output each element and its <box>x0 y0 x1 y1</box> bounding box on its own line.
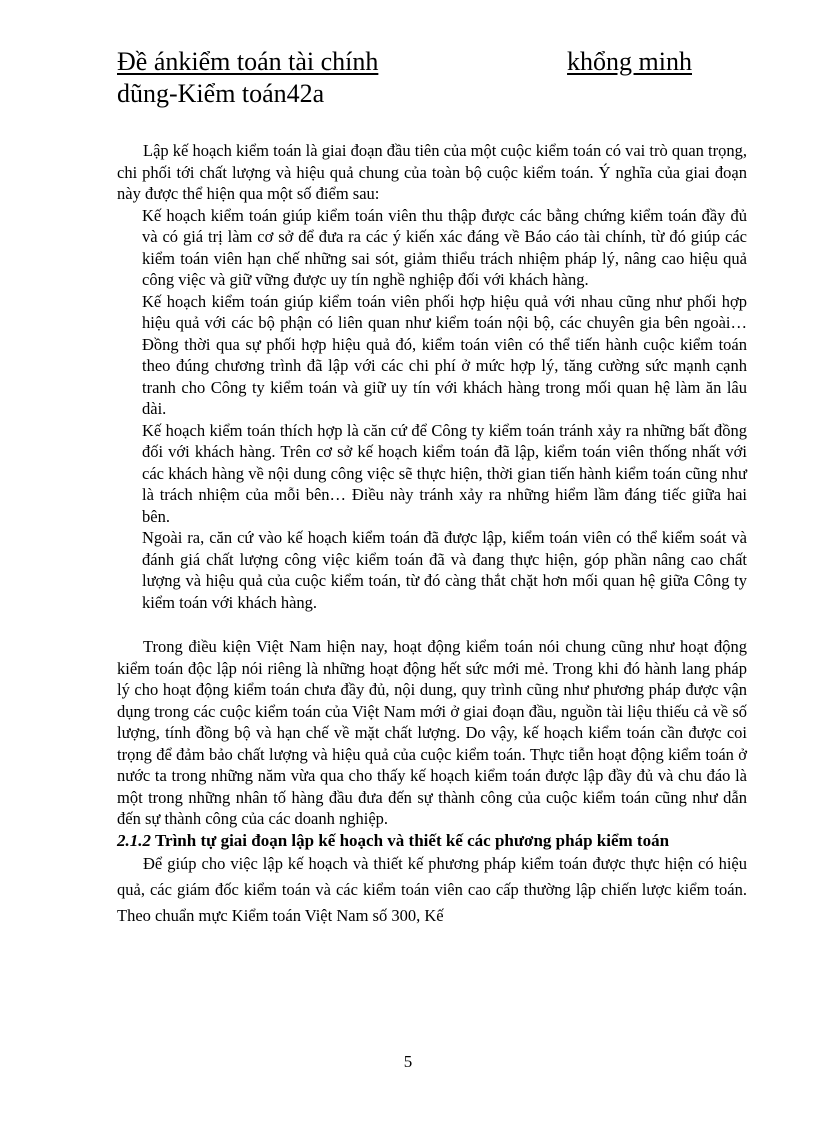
point-paragraph: Ngoài ra, căn cứ vào kế hoạch kiểm toán đã được lập, kiểm toán viên có thể kiểm soát và đánh giá chất lượng công việc kiểm toán đã và đang thực hiện, góp phần nâng cao chất lượng và hiệu quả của cuộc kiểm toán, từ đó càng thắt chặt hơn mối quan hệ giữa Công ty kiểm toán với khách hàng. <box>142 528 747 612</box>
header-title-left: Đề ánkiểm toán tài chính <box>117 47 379 76</box>
page-number: 5 <box>403 1052 413 1071</box>
section-number: 2.1.2 <box>117 830 151 850</box>
points-list <box>117 205 747 614</box>
point-paragraph: Kế hoạch kiểm toán thích hợp là căn cứ để Công ty kiểm toán tránh xảy ra những bất đồng đối với khách hàng. Trên cơ sở kế hoạch kiểm toán đã lập, kiểm toán viên thống nhất với các khách hàng về nội dung công việc sẽ thực hiện, thời gian tiến hành kiểm toán cũng như là trách nhiệm của mỗi bên… Điều này tránh xảy ra những hiểm lầm đáng tiếc giữa hai bên. <box>142 420 747 526</box>
spacer <box>117 613 747 636</box>
final-paragraph: Để giúp cho việc lập kế hoạch và thiết kế phương pháp kiểm toán được thực hiện có hiệu quả, các giám đốc kiểm toán và các kiểm toán viên cao cấp thường lập chiến lược kiểm toán. Theo chuẩn mực Kiểm toán Việt Nam số 300, Kế <box>117 854 747 925</box>
point-paragraph: Kế hoạch kiểm toán giúp kiểm toán viên phối hợp hiệu quả với nhau cũng như phối hợp hiệu quả với các bộ phận có liên quan như kiểm toán nội bộ, các chuyên gia bên ngoài… Đồng thời qua sự phối hợp hiệu quả đó, kiểm toán viên có thể tiến hành cuộc kiểm toán theo đúng chương trình đã lập với các chi phí ở mức hợp lý, tăng cường sức mạnh cạnh tranh cho Công ty kiểm toán và giữ uy tín với khách hàng trong mối quan hệ làm ăn lâu dài. <box>142 291 747 418</box>
header-title-right: khổng minh <box>567 47 692 76</box>
section-heading <box>117 830 747 852</box>
header-subtitle: dũng-Kiểm toán42a <box>117 79 325 108</box>
document-body <box>117 140 747 929</box>
point-paragraph: Kế hoạch kiểm toán giúp kiểm toán viên thu thập được các bằng chứng kiểm toán đầy đủ và có giá trị làm cơ sở để đưa ra các ý kiến xác đáng về Báo cáo tài chính, từ đó giúp các kiểm toán viên hạn chế những sai sót, giảm thiểu trách nhiệm pháp lý, nâng cao hiệu quả công việc và giữ vững được uy tín nghề nghiệp đối với khách hàng. <box>142 205 747 289</box>
context-paragraph: Trong điều kiện Việt Nam hiện nay, hoạt động kiểm toán nói chung cũng như hoạt động kiểm toán độc lập nói riêng là những hoạt động hết sức mới mẻ. Trong khi đó hành lang pháp lý cho hoạt động kiểm toán chưa đầy đủ, nội dung, quy trình cũng như phương pháp được vận dụng trong các cuộc kiểm toán của Việt Nam mới ở giai đoạn đầu, nguồn tài liệu thiếu cả về số lượng, tính đồng bộ và hạn chế về mặt chất lượng. Do vậy, kế hoạch kiểm toán cần được coi trọng để đảm bảo chất lượng và hiệu quả của cuộc kiểm toán. Thực tiễn hoạt động kiểm toán ở nước ta trong những năm vừa qua cho thấy kế hoạch kiểm toán được lập đầy đủ và chu đáo là một trong những nhân tố hàng đầu đưa đến sự thành công của cuộc kiểm toán cũng như dẫn đến sự thành công của các doanh nghiệp. <box>117 637 747 828</box>
section-title: Trình tự giai đoạn lập kế hoạch và thiết kế các phương pháp kiểm toán <box>154 830 670 850</box>
intro-paragraph: Lập kế hoạch kiểm toán là giai đoạn đầu tiên của một cuộc kiểm toán có vai trò quan trọng, chi phối tới chất lượng và hiệu quả chung của toàn bộ cuộc kiểm toán. Ý nghĩa của giai đoạn này được thể hiện qua một số điểm sau: <box>117 141 747 203</box>
page-header <box>117 46 742 110</box>
header-title-line <box>117 46 742 78</box>
